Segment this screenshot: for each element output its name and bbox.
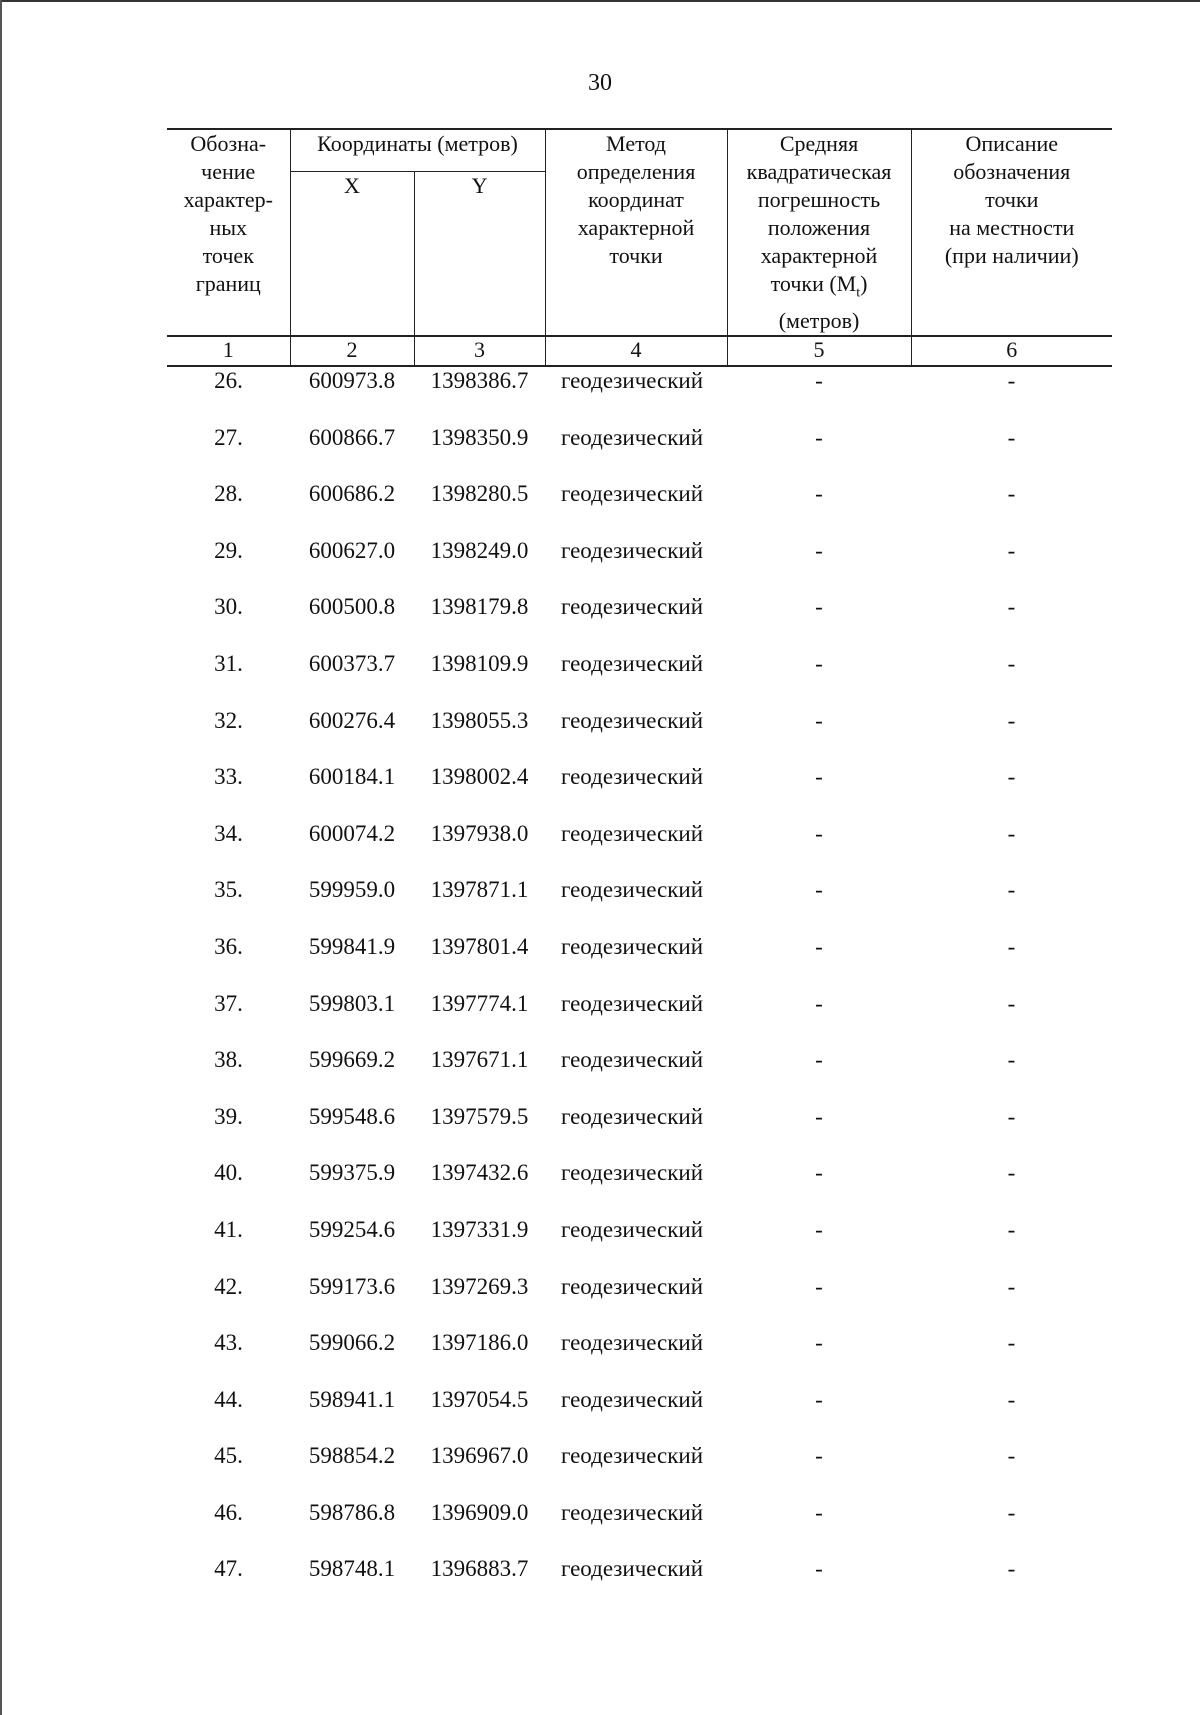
- point-number-cell: 27.: [214, 424, 243, 450]
- description-cell: -: [1007, 424, 1016, 450]
- point-number-cell: 36.: [214, 933, 243, 959]
- table-row: [167, 1329, 1112, 1386]
- table-row: [167, 820, 1112, 877]
- error-cell: -: [815, 933, 823, 959]
- error-cell: -: [815, 481, 823, 507]
- x-coordinate-cell: 600973.8: [308, 368, 396, 393]
- table-row: [167, 424, 1112, 481]
- table-row: [167, 1386, 1112, 1443]
- y-coordinate-cell: 1397432.6: [430, 1160, 529, 1186]
- table-row: [167, 1499, 1112, 1556]
- error-cell: -: [815, 650, 823, 676]
- point-number-cell: 34.: [214, 820, 243, 846]
- y-coordinate-cell: 1397871.1: [430, 877, 529, 903]
- method-cell: геодезический: [560, 764, 704, 790]
- page-top-edge: [0, 0, 1200, 2]
- table-row: [167, 763, 1112, 820]
- point-number-cell: 35.: [214, 877, 243, 903]
- table-row: [167, 990, 1112, 1047]
- header-x: X: [290, 172, 414, 337]
- y-coordinate-cell: 1398249.0: [430, 537, 529, 563]
- error-cell: -: [815, 537, 823, 563]
- point-number-cell: 40.: [214, 1160, 243, 1186]
- method-cell: геодезический: [560, 537, 704, 563]
- table-row: [167, 480, 1112, 537]
- method-cell: геодезический: [560, 877, 704, 903]
- y-coordinate-cell: 1397054.5: [430, 1386, 529, 1412]
- method-cell: геодезический: [560, 1273, 704, 1299]
- method-cell: геодезический: [560, 933, 704, 959]
- description-cell: -: [1007, 594, 1016, 620]
- description-cell: -: [1007, 481, 1016, 507]
- method-cell: геодезический: [560, 1386, 704, 1412]
- y-coordinate-cell: 1396883.7: [430, 1556, 529, 1582]
- header-coordinates: Координаты (метров): [290, 129, 545, 172]
- table-row: [167, 707, 1112, 764]
- description-cell: -: [1007, 1330, 1016, 1356]
- method-cell: геодезический: [560, 424, 704, 450]
- description-cell: -: [1007, 1103, 1016, 1129]
- table-row: [167, 650, 1112, 707]
- point-number-cell: 42.: [214, 1273, 243, 1299]
- description-cell: -: [1007, 1443, 1016, 1469]
- table-row: [167, 1216, 1112, 1273]
- x-coordinate-cell: 598748.1: [308, 1556, 396, 1582]
- error-cell: -: [815, 1386, 823, 1412]
- error-cell: -: [815, 424, 823, 450]
- y-coordinate-cell: 1398280.5: [430, 481, 529, 507]
- method-cell: геодезический: [560, 650, 704, 676]
- table-row: [167, 876, 1112, 933]
- error-cell: -: [815, 990, 823, 1016]
- error-cell: -: [815, 877, 823, 903]
- method-cell: геодезический: [560, 481, 704, 507]
- method-cell: геодезический: [560, 594, 704, 620]
- description-cell: -: [1007, 650, 1016, 676]
- description-cell: -: [1007, 1216, 1016, 1242]
- error-cell: -: [815, 1443, 823, 1469]
- table-row: [167, 1103, 1112, 1160]
- point-number-cell: 26.: [214, 368, 243, 393]
- column-number: 6: [911, 336, 1112, 366]
- error-cell: -: [815, 1556, 823, 1582]
- method-cell: геодезический: [560, 1443, 704, 1469]
- error-cell: -: [815, 707, 823, 733]
- error-cell: -: [815, 820, 823, 846]
- header-y: Y: [414, 172, 545, 337]
- page-left-edge: [0, 0, 2, 1715]
- table-row: [167, 593, 1112, 650]
- description-cell: -: [1007, 1499, 1016, 1525]
- point-number-cell: 38.: [214, 1047, 243, 1073]
- x-coordinate-cell: 600627.0: [308, 537, 396, 563]
- x-coordinate-cell: 599841.9: [308, 933, 396, 959]
- point-number-cell: 41.: [214, 1216, 243, 1242]
- method-cell: геодезический: [560, 990, 704, 1016]
- error-cell: -: [815, 764, 823, 790]
- point-number-cell: 33.: [214, 764, 243, 790]
- x-coordinate-cell: 599548.6: [308, 1103, 396, 1129]
- x-coordinate-cell: 600276.4: [308, 707, 396, 733]
- error-cell: -: [815, 1273, 823, 1299]
- y-coordinate-cell: 1396967.0: [430, 1443, 529, 1469]
- method-cell: геодезический: [560, 1047, 704, 1073]
- table-body: [167, 367, 1112, 1612]
- point-number-cell: 28.: [214, 481, 243, 507]
- table-row: [167, 1046, 1112, 1103]
- description-cell: -: [1007, 368, 1016, 393]
- header-column-numbers: [167, 336, 1112, 366]
- method-cell: геодезический: [560, 1499, 704, 1525]
- point-number-cell: 46.: [214, 1499, 243, 1525]
- description-cell: -: [1007, 1556, 1016, 1582]
- error-cell: -: [815, 1047, 823, 1073]
- x-coordinate-cell: 599254.6: [308, 1216, 396, 1242]
- point-number-cell: 39.: [214, 1103, 243, 1129]
- column-number: 4: [545, 336, 727, 366]
- method-cell: геодезический: [560, 368, 704, 393]
- y-coordinate-cell: 1397331.9: [430, 1216, 529, 1242]
- column-number: 5: [727, 336, 911, 366]
- point-number-cell: 47.: [214, 1556, 243, 1582]
- x-coordinate-cell: 598941.1: [308, 1386, 396, 1412]
- description-cell: -: [1007, 1160, 1016, 1186]
- description-cell: -: [1007, 820, 1016, 846]
- description-cell: -: [1007, 933, 1016, 959]
- table-row: [167, 933, 1112, 990]
- description-cell: -: [1007, 1386, 1016, 1412]
- x-coordinate-cell: 600686.2: [308, 481, 396, 507]
- column-number: 2: [290, 336, 414, 366]
- x-coordinate-cell: 600866.7: [308, 424, 396, 450]
- header-description: Описание обозначения точки на местности (при наличии): [911, 129, 1112, 336]
- table-row: [167, 537, 1112, 594]
- y-coordinate-cell: 1397579.5: [430, 1103, 529, 1129]
- method-cell: геодезический: [560, 1103, 704, 1129]
- header-error-subscript: t: [856, 285, 861, 301]
- error-cell: -: [815, 1216, 823, 1242]
- method-cell: геодезический: [560, 1330, 704, 1356]
- x-coordinate-cell: 600074.2: [308, 820, 396, 846]
- point-number-cell: 30.: [214, 594, 243, 620]
- point-number-cell: 29.: [214, 537, 243, 563]
- point-number-cell: 37.: [214, 990, 243, 1016]
- column-number: 1: [167, 336, 290, 366]
- header-error: Средняя квадратическая погрешность положения характерной точки $(M_t)$ (метров): [727, 129, 911, 336]
- y-coordinate-cell: 1397938.0: [430, 820, 529, 846]
- point-number-cell: 31.: [214, 650, 243, 676]
- x-coordinate-cell: 598854.2: [308, 1443, 396, 1469]
- description-cell: -: [1007, 764, 1016, 790]
- y-coordinate-cell: 1398179.8: [430, 594, 529, 620]
- description-cell: -: [1007, 537, 1016, 563]
- y-coordinate-cell: 1397269.3: [430, 1273, 529, 1299]
- error-cell: -: [815, 594, 823, 620]
- x-coordinate-cell: 599066.2: [308, 1330, 396, 1356]
- column-number: 3: [414, 336, 545, 366]
- method-cell: геодезический: [560, 707, 704, 733]
- y-coordinate-cell: 1397801.4: [430, 933, 529, 959]
- method-cell: геодезический: [560, 1160, 704, 1186]
- x-coordinate-cell: 599669.2: [308, 1047, 396, 1073]
- description-cell: -: [1007, 1273, 1016, 1299]
- x-coordinate-cell: 599173.6: [308, 1273, 396, 1299]
- x-coordinate-cell: 599803.1: [308, 990, 396, 1016]
- point-number-cell: 32.: [214, 707, 243, 733]
- x-coordinate-cell: 600184.1: [308, 764, 396, 790]
- y-coordinate-cell: 1398055.3: [430, 707, 529, 733]
- y-coordinate-cell: 1397671.1: [430, 1047, 529, 1073]
- point-number-cell: 43.: [214, 1330, 243, 1356]
- description-cell: -: [1007, 877, 1016, 903]
- description-cell: -: [1007, 707, 1016, 733]
- header-point-designation: Обозна- чение характер- ных точек границ: [167, 129, 290, 336]
- y-coordinate-cell: 1398386.7: [430, 368, 529, 393]
- table-row: [167, 1273, 1112, 1330]
- y-coordinate-cell: 1397186.0: [430, 1330, 529, 1356]
- error-cell: -: [815, 368, 823, 393]
- table-row: [167, 367, 1112, 424]
- method-cell: геодезический: [560, 1216, 704, 1242]
- page-number: 30: [588, 70, 612, 96]
- y-coordinate-cell: 1398002.4: [430, 764, 529, 790]
- table-row: [167, 1555, 1112, 1612]
- y-coordinate-cell: 1398109.9: [430, 650, 529, 676]
- x-coordinate-cell: 599959.0: [308, 877, 396, 903]
- x-coordinate-cell: 600500.8: [308, 594, 396, 620]
- table-row: [167, 1442, 1112, 1499]
- table-header: [167, 128, 1112, 367]
- error-cell: -: [815, 1103, 823, 1129]
- description-cell: -: [1007, 1047, 1016, 1073]
- error-cell: -: [815, 1499, 823, 1525]
- x-coordinate-cell: 600373.7: [308, 650, 396, 676]
- header-method: Метод определения координат характерной точки: [545, 129, 727, 336]
- table-row: [167, 1159, 1112, 1216]
- error-cell: -: [815, 1160, 823, 1186]
- y-coordinate-cell: 1398350.9: [430, 424, 529, 450]
- x-coordinate-cell: 598786.8: [308, 1499, 396, 1525]
- x-coordinate-cell: 599375.9: [308, 1160, 396, 1186]
- point-number-cell: 44.: [214, 1386, 243, 1412]
- method-cell: геодезический: [560, 1556, 704, 1582]
- point-number-cell: 45.: [214, 1443, 243, 1469]
- y-coordinate-cell: 1396909.0: [430, 1499, 529, 1525]
- y-coordinate-cell: 1397774.1: [430, 990, 529, 1016]
- error-cell: -: [815, 1330, 823, 1356]
- description-cell: -: [1007, 990, 1016, 1016]
- method-cell: геодезический: [560, 820, 704, 846]
